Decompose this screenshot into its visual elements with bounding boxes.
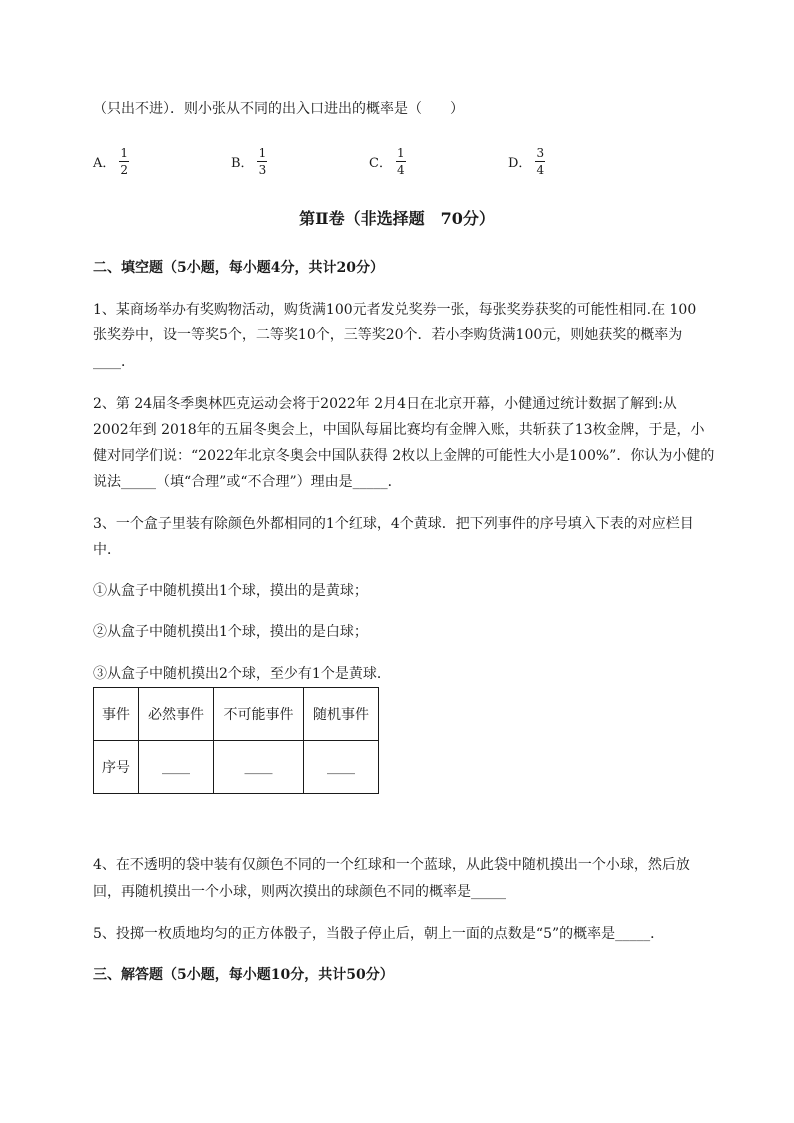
question-3-event-1: ①从盒子中随机摸出1个球，摸出的是黄球； [93, 583, 368, 599]
table-header-cell: 随机事件 [304, 688, 379, 741]
question-4-line-2: 回，再随机摸出一个小球，则两次摸出的球颜色不同的概率是_____ [93, 884, 506, 900]
numerator: 1 [258, 145, 267, 160]
question-1-line-3: ____． [93, 354, 135, 370]
question-3-line-2: 中． [93, 542, 121, 558]
event-classification-table [93, 687, 379, 794]
choice-d [508, 143, 546, 179]
answer-blank[interactable]: ____ [304, 741, 379, 794]
answer-blank[interactable]: ____ [139, 741, 214, 794]
answer-choices [0, 143, 794, 179]
denominator: 3 [258, 162, 267, 177]
question-2-line-3: 健对同学们说：“2022年北京冬奥会中国队获得 2枚以上金牌的可能性大小是100%”．你认为小健的 [93, 448, 715, 464]
fraction-bar [257, 161, 267, 162]
answer-blank[interactable]: ____ [214, 741, 304, 794]
choice-letter: B． [231, 155, 254, 171]
question-3-event-2: ②从盒子中随机摸出1个球，摸出的是白球； [93, 624, 368, 640]
numerator: 1 [396, 145, 405, 160]
table-row [94, 741, 379, 794]
fraction-bar [535, 161, 545, 162]
choice-a [93, 143, 130, 179]
fraction [257, 146, 269, 177]
fraction-bar [396, 161, 406, 162]
choice-letter: C． [369, 155, 392, 171]
table-header-cell: 不可能事件 [214, 688, 304, 741]
solve-section-header: 三、解答题（5小题，每小题10分，共计50分） [93, 967, 394, 983]
question-5-line-1: 5、投掷一枚质地均匀的正方体骰子，当骰子停止后，朝上一面的点数是“5”的概率是_____． [93, 926, 665, 942]
question-intro-line: （只出不进）．则小张从不同的出入口进出的概率是（ ） [93, 101, 464, 117]
choice-letter: D． [508, 155, 532, 171]
fraction [118, 146, 130, 177]
question-1-line-1: 1、某商场举办有奖购物活动，购货满100元者发兑奖券一张，每张奖券获奖的可能性相同.在 100 [93, 302, 697, 318]
question-3-event-3: ③从盒子中随机摸出2个球，至少有1个是黄球． [93, 666, 391, 682]
fraction [395, 146, 407, 177]
question-2-line-2: 2002年到 2018年的五届冬奥会上，中国队每届比赛均有金牌入账，共斩获了13枚金牌，于是，小 [93, 422, 705, 438]
part-ii-title: 第Ⅱ卷（非选择题 70分） [299, 209, 495, 228]
choice-letter: A． [93, 155, 116, 171]
table-header-row [94, 688, 379, 741]
table-header-cell: 必然事件 [139, 688, 214, 741]
choice-c [369, 143, 407, 179]
fraction-bar [119, 161, 129, 162]
denominator: 2 [120, 162, 129, 177]
denominator: 4 [536, 162, 545, 177]
question-1-line-2: 张奖券中，设一等奖5个，二等奖10个，三等奖20个．若小李购货满100元，则她获奖的概率为 [93, 327, 683, 343]
question-2-line-1: 2、第 24届冬季奥林匹克运动会将于2022年 2月4日在北京开幕，小健通过统计数据了解到:从 [93, 396, 677, 412]
choice-b [231, 143, 268, 179]
fraction [534, 146, 546, 177]
question-2-line-4: 说法_____（填“合理”或“不合理”）理由是_____． [93, 474, 402, 490]
table-header-cell: 事件 [94, 688, 139, 741]
table-cell: 序号 [94, 741, 139, 794]
denominator: 4 [396, 162, 405, 177]
fill-in-section-header: 二、填空题（5小题，每小题4分，共计20分） [93, 260, 384, 276]
numerator: 1 [120, 145, 129, 160]
question-4-line-1: 4、在不透明的袋中装有仅颜色不同的一个红球和一个蓝球，从此袋中随机摸出一个小球，然后放 [93, 857, 690, 873]
question-3-line-1: 3、一个盒子里装有除颜色外都相同的1个红球，4个黄球．把下列事件的序号填入下表的对应栏目 [93, 516, 694, 532]
numerator: 3 [536, 145, 545, 160]
